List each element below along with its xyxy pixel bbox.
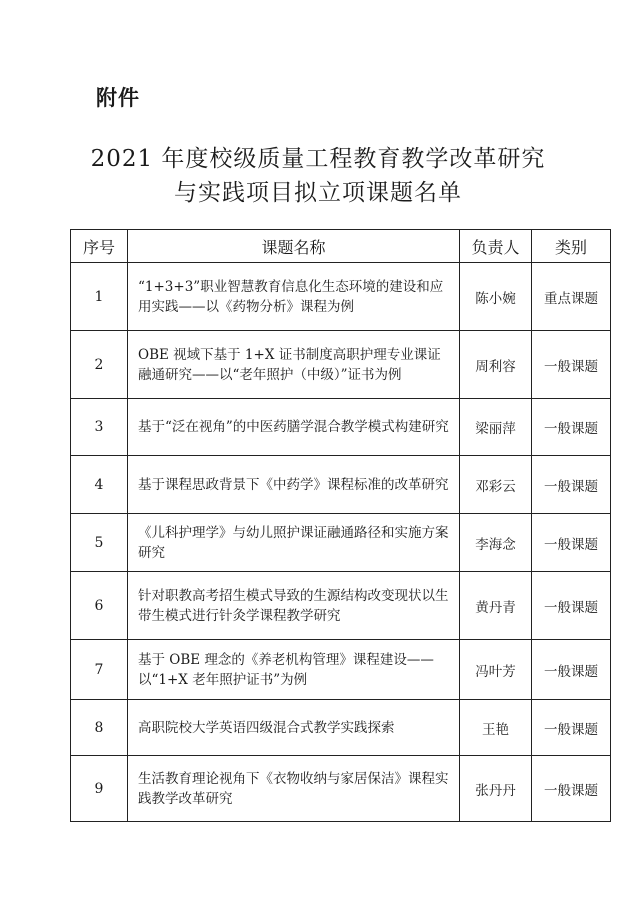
table-row xyxy=(71,572,611,640)
row-no: 9 xyxy=(71,756,128,822)
row-leader: 张丹丹 xyxy=(460,756,532,822)
row-leader: 黄丹青 xyxy=(460,572,532,640)
row-no: 7 xyxy=(71,640,128,700)
table-row xyxy=(71,640,611,700)
row-topic: 高职院校大学英语四级混合式教学实践探索 xyxy=(128,700,460,756)
table-row xyxy=(71,456,611,514)
table-row xyxy=(71,263,611,331)
row-category: 一般课题 xyxy=(532,756,611,822)
row-no: 1 xyxy=(71,263,128,331)
row-leader: 梁丽萍 xyxy=(460,399,532,456)
header-category: 类别 xyxy=(532,230,611,263)
row-topic: 基于“泛在视角”的中医药膳学混合教学模式构建研究 xyxy=(128,399,460,456)
table-header-row xyxy=(71,230,611,263)
row-leader: 李海念 xyxy=(460,514,532,572)
row-no: 3 xyxy=(71,399,128,456)
row-leader: 陈小婉 xyxy=(460,263,532,331)
row-category: 一般课题 xyxy=(532,331,611,399)
table-row xyxy=(71,331,611,399)
document-title-line-1: 2021 年度校级质量工程教育教学改革研究 xyxy=(90,146,546,172)
row-category: 一般课题 xyxy=(532,700,611,756)
row-topic: 针对职教高考招生模式导致的生源结构改变现状以生带生模式进行针灸学课程教学研究 xyxy=(128,572,460,640)
header-topic: 课题名称 xyxy=(128,230,460,263)
row-category: 重点课题 xyxy=(532,263,611,331)
row-category: 一般课题 xyxy=(532,640,611,700)
row-topic: OBE 视域下基于 1+X 证书制度高职护理专业课证融通研究——以“老年照护（中级）”证书为例 xyxy=(128,331,460,399)
row-leader: 周利容 xyxy=(460,331,532,399)
row-leader: 王艳 xyxy=(460,700,532,756)
row-category: 一般课题 xyxy=(532,514,611,572)
row-no: 6 xyxy=(71,572,128,640)
row-no: 5 xyxy=(71,514,128,572)
row-no: 2 xyxy=(71,331,128,399)
row-topic: 基于 OBE 理念的《养老机构管理》课程建设——以“1+X 老年照护证书”为例 xyxy=(128,640,460,700)
row-leader: 冯叶芳 xyxy=(460,640,532,700)
row-topic: 《儿科护理学》与幼儿照护课证融通路径和实施方案研究 xyxy=(128,514,460,572)
table-row xyxy=(71,700,611,756)
row-no: 8 xyxy=(71,700,128,756)
header-leader: 负责人 xyxy=(460,230,532,263)
attachment-label: 附件 xyxy=(96,86,140,110)
row-category: 一般课题 xyxy=(532,572,611,640)
row-leader: 邓彩云 xyxy=(460,456,532,514)
row-category: 一般课题 xyxy=(532,399,611,456)
row-topic: 基于课程思政背景下《中药学》课程标准的改革研究 xyxy=(128,456,460,514)
project-table xyxy=(70,229,611,822)
header-no: 序号 xyxy=(71,230,128,263)
table-row xyxy=(71,756,611,822)
row-category: 一般课题 xyxy=(532,456,611,514)
row-topic: 生活教育理论视角下《衣物收纳与家居保洁》课程实践教学改革研究 xyxy=(128,756,460,822)
row-no: 4 xyxy=(71,456,128,514)
table-row xyxy=(71,514,611,572)
table-row xyxy=(71,399,611,456)
row-topic: “1+3+3”职业智慧教育信息化生态环境的建设和应用实践——以《药物分析》课程为例 xyxy=(128,263,460,331)
document-title-line-2: 与实践项目拟立项课题名单 xyxy=(174,180,462,206)
